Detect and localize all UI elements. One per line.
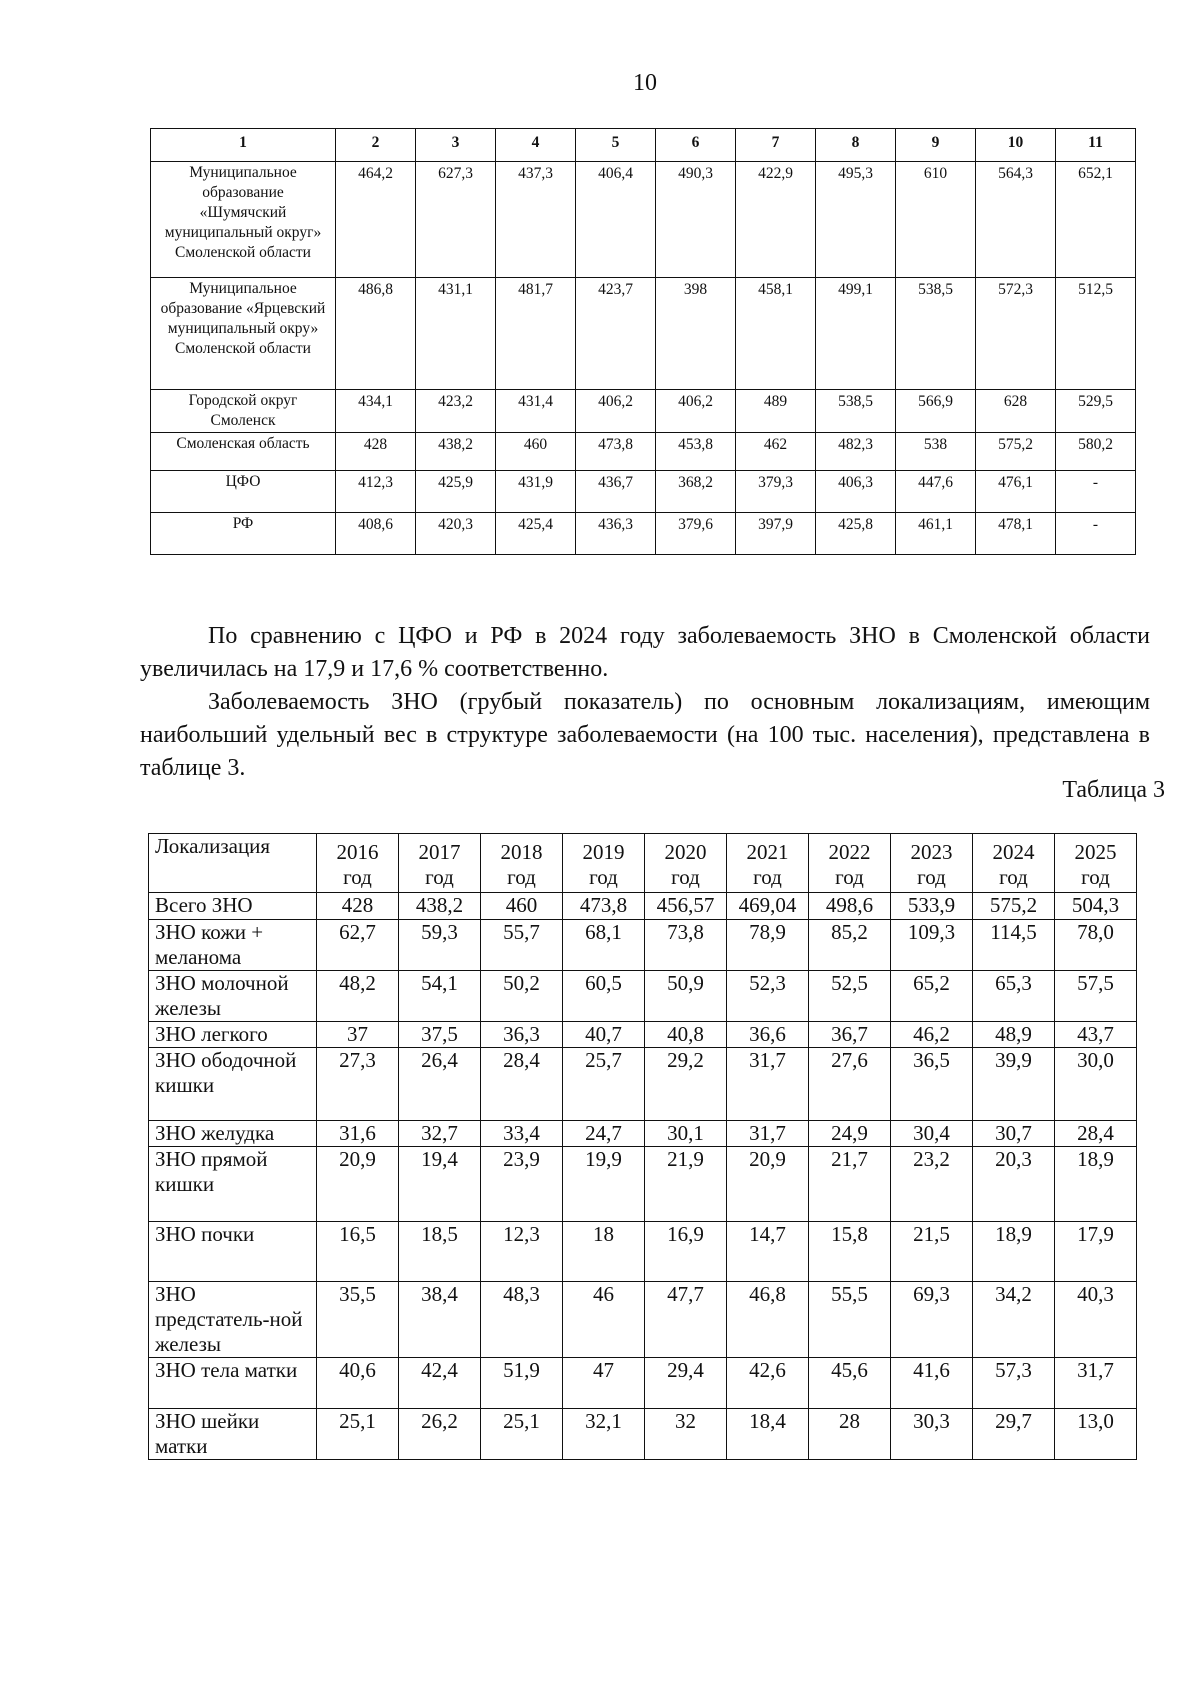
table-cell: 18,4	[727, 1409, 809, 1460]
table-cell: 478,1	[976, 513, 1056, 555]
paragraph-comparison: По сравнению с ЦФО и РФ в 2024 году заболеваемость ЗНО в Смоленской области увеличилась на 17,9 и 17,6 % соответственно.	[140, 623, 1150, 682]
table-cell: 30,4	[891, 1121, 973, 1147]
table-cell: 85,2	[809, 920, 891, 971]
table-cell: 461,1	[896, 513, 976, 555]
table-cell: 453,8	[656, 433, 736, 471]
table-cell: 425,9	[416, 471, 496, 513]
table-cell: 406,2	[576, 390, 656, 433]
column-number: 3	[416, 129, 496, 162]
table-cell: 447,6	[896, 471, 976, 513]
paragraph-table-intro: Заболеваемость ЗНО (грубый показатель) по основным локализациям, имеющим наибольший удельный вес в структуре заболеваемости (на 100 тыс. населения), представлена в таблице 3.	[140, 689, 1150, 781]
table-cell: 14,7	[727, 1222, 809, 1282]
header-localization: Локализация	[149, 834, 317, 893]
table-cell: 30,7	[973, 1121, 1055, 1147]
table-cell: 481,7	[496, 278, 576, 390]
table-row	[149, 1022, 1137, 1048]
table-cell: 368,2	[656, 471, 736, 513]
localization-name: ЗНО шейки матки	[149, 1409, 317, 1460]
table-cell: 20,3	[973, 1147, 1055, 1222]
table-cell: 36,5	[891, 1048, 973, 1121]
table-row	[149, 893, 1137, 920]
table-cell: 428	[336, 433, 416, 471]
table-cell: 46,2	[891, 1022, 973, 1048]
table-row	[149, 971, 1137, 1022]
table-cell: 20,9	[317, 1147, 399, 1222]
table-cell: 420,3	[416, 513, 496, 555]
table-cell: 30,3	[891, 1409, 973, 1460]
table-row	[151, 513, 1136, 555]
region-name: Муниципальное образование «Ярцевский муниципальный окру» Смоленской области	[151, 278, 336, 390]
table-cell: 18,9	[973, 1222, 1055, 1282]
header-year	[317, 834, 399, 893]
table-cell: 36,3	[481, 1022, 563, 1048]
year-suffix: год	[753, 865, 782, 889]
year-label: 2025	[1074, 840, 1117, 864]
table-cell: 21,7	[809, 1147, 891, 1222]
year-label: 2021	[746, 840, 789, 864]
table-row	[149, 1282, 1137, 1358]
table-row	[151, 433, 1136, 471]
table-cell: 48,9	[973, 1022, 1055, 1048]
table-cell: 29,4	[645, 1358, 727, 1409]
table-cell: 652,1	[1056, 162, 1136, 278]
table-cell: 26,2	[399, 1409, 481, 1460]
column-number: 9	[896, 129, 976, 162]
table-cell: 25,1	[481, 1409, 563, 1460]
table-row	[149, 1048, 1137, 1121]
year-label: 2023	[910, 840, 953, 864]
table-cell: 498,6	[809, 893, 891, 920]
table-cell: 436,3	[576, 513, 656, 555]
table-cell: 31,7	[727, 1048, 809, 1121]
table-cell: 431,1	[416, 278, 496, 390]
table-cell: 17,9	[1055, 1222, 1137, 1282]
table-cell: 42,4	[399, 1358, 481, 1409]
table-cell: 50,9	[645, 971, 727, 1022]
table-cell: 23,2	[891, 1147, 973, 1222]
table-cell: 54,1	[399, 971, 481, 1022]
table-cell: 65,3	[973, 971, 1055, 1022]
year-label: 2020	[664, 840, 707, 864]
table-cell: 38,4	[399, 1282, 481, 1358]
localization-name: ЗНО предстатель-ной железы	[149, 1282, 317, 1358]
table-cell: 18,9	[1055, 1147, 1137, 1222]
table-cell: 610	[896, 162, 976, 278]
table-cell: 28,4	[481, 1048, 563, 1121]
table-cell: 12,3	[481, 1222, 563, 1282]
table-cell: 60,5	[563, 971, 645, 1022]
table-header-row	[151, 129, 1136, 162]
table-cell: 529,5	[1056, 390, 1136, 433]
table-cell: 533,9	[891, 893, 973, 920]
table-cell: 29,7	[973, 1409, 1055, 1460]
table-row	[151, 390, 1136, 433]
table-cell: 458,1	[736, 278, 816, 390]
table-cell: 69,3	[891, 1282, 973, 1358]
table-row	[151, 278, 1136, 390]
table-cell: 30,0	[1055, 1048, 1137, 1121]
year-suffix: год	[835, 865, 864, 889]
table-cell: 486,8	[336, 278, 416, 390]
table-cell: 40,3	[1055, 1282, 1137, 1358]
table-cell: 48,3	[481, 1282, 563, 1358]
localization-name: ЗНО прямой кишки	[149, 1147, 317, 1222]
table-cell: 460	[496, 433, 576, 471]
table-cell: 425,4	[496, 513, 576, 555]
table-cell: 422,9	[736, 162, 816, 278]
table-cell: 30,1	[645, 1121, 727, 1147]
year-suffix: год	[343, 865, 372, 889]
table-cell: 25,7	[563, 1048, 645, 1121]
table-cell: 52,3	[727, 971, 809, 1022]
header-year	[727, 834, 809, 893]
table-cell: 55,7	[481, 920, 563, 971]
table-cell: 46,8	[727, 1282, 809, 1358]
table-row	[149, 1222, 1137, 1282]
table-cell: 31,7	[1055, 1358, 1137, 1409]
year-suffix: год	[507, 865, 536, 889]
table-cell: 40,6	[317, 1358, 399, 1409]
table-cell: 464,2	[336, 162, 416, 278]
table-cell: 40,7	[563, 1022, 645, 1048]
table-cell: 109,3	[891, 920, 973, 971]
table-cell: 26,4	[399, 1048, 481, 1121]
table-cell: 40,8	[645, 1022, 727, 1048]
table-cell: 24,9	[809, 1121, 891, 1147]
header-year	[973, 834, 1055, 893]
page-number: 10	[633, 70, 657, 96]
column-number: 4	[496, 129, 576, 162]
table-cell: 52,5	[809, 971, 891, 1022]
table-cell: 20,9	[727, 1147, 809, 1222]
table-cell: 33,4	[481, 1121, 563, 1147]
table-cell: 21,9	[645, 1147, 727, 1222]
header-year	[891, 834, 973, 893]
region-name: ЦФО	[151, 471, 336, 513]
table-cell: 489	[736, 390, 816, 433]
table-cell: 512,5	[1056, 278, 1136, 390]
localization-name: Всего ЗНО	[149, 893, 317, 920]
table-cell: 47,7	[645, 1282, 727, 1358]
table-cell: 78,9	[727, 920, 809, 971]
table-cell: 469,04	[727, 893, 809, 920]
table-cell: 36,6	[727, 1022, 809, 1048]
header-year	[645, 834, 727, 893]
table-cell: 57,5	[1055, 971, 1137, 1022]
localization-name: ЗНО легкого	[149, 1022, 317, 1048]
table-cell: 73,8	[645, 920, 727, 971]
table-cell: 423,7	[576, 278, 656, 390]
column-number: 11	[1056, 129, 1136, 162]
table-cell: 19,4	[399, 1147, 481, 1222]
year-suffix: год	[671, 865, 700, 889]
table-cell: 398	[656, 278, 736, 390]
table-cell: 538,5	[896, 278, 976, 390]
table-cell: 436,7	[576, 471, 656, 513]
table-cell: 57,3	[973, 1358, 1055, 1409]
column-number: 10	[976, 129, 1056, 162]
table-cell: 425,8	[816, 513, 896, 555]
table-cell: 32	[645, 1409, 727, 1460]
column-number: 6	[656, 129, 736, 162]
table-cell: 538	[896, 433, 976, 471]
table-cell: 28	[809, 1409, 891, 1460]
table-cell: 42,6	[727, 1358, 809, 1409]
table-cell: 397,9	[736, 513, 816, 555]
table-row	[151, 162, 1136, 278]
table-cell: 34,2	[973, 1282, 1055, 1358]
year-suffix: год	[1081, 865, 1110, 889]
table-row	[149, 1358, 1137, 1409]
table-cell: -	[1056, 471, 1136, 513]
localization-name: ЗНО желудка	[149, 1121, 317, 1147]
table-cell: 51,9	[481, 1358, 563, 1409]
table-cell: 431,9	[496, 471, 576, 513]
table-cell: 504,3	[1055, 893, 1137, 920]
table-cell: 473,8	[563, 893, 645, 920]
table-cell: 41,6	[891, 1358, 973, 1409]
year-label: 2018	[500, 840, 543, 864]
table-cell: -	[1056, 513, 1136, 555]
table-cell: 575,2	[976, 433, 1056, 471]
header-year	[563, 834, 645, 893]
column-number: 5	[576, 129, 656, 162]
table-cell: 48,2	[317, 971, 399, 1022]
table-row	[151, 471, 1136, 513]
table-cell: 379,3	[736, 471, 816, 513]
localization-name: ЗНО кожи + меланома	[149, 920, 317, 971]
table-cell: 47	[563, 1358, 645, 1409]
table-cell: 564,3	[976, 162, 1056, 278]
localization-name: ЗНО тела матки	[149, 1358, 317, 1409]
table-cell: 473,8	[576, 433, 656, 471]
table-cell: 50,2	[481, 971, 563, 1022]
table-cell: 21,5	[891, 1222, 973, 1282]
table-cell: 23,9	[481, 1147, 563, 1222]
table-header-row	[149, 834, 1137, 893]
table-cell: 428	[317, 893, 399, 920]
table-cell: 27,3	[317, 1048, 399, 1121]
table-cell: 24,7	[563, 1121, 645, 1147]
table-cell: 32,7	[399, 1121, 481, 1147]
year-label: 2022	[828, 840, 871, 864]
table-cell: 16,9	[645, 1222, 727, 1282]
table-cell: 538,5	[816, 390, 896, 433]
table-cell: 27,6	[809, 1048, 891, 1121]
table-cell: 19,9	[563, 1147, 645, 1222]
table-cell: 35,5	[317, 1282, 399, 1358]
incidence-table-continuation	[150, 128, 1136, 555]
table-cell: 476,1	[976, 471, 1056, 513]
table-cell: 406,3	[816, 471, 896, 513]
table-cell: 114,5	[973, 920, 1055, 971]
table-cell: 31,7	[727, 1121, 809, 1147]
incidence-by-localization-table	[148, 833, 1137, 1460]
header-year	[399, 834, 481, 893]
table-cell: 406,2	[656, 390, 736, 433]
table-cell: 434,1	[336, 390, 416, 433]
header-year	[1055, 834, 1137, 893]
header-year	[809, 834, 891, 893]
year-suffix: год	[589, 865, 618, 889]
table-cell: 431,4	[496, 390, 576, 433]
table-cell: 627,3	[416, 162, 496, 278]
year-label: 2019	[582, 840, 625, 864]
table-cell: 462	[736, 433, 816, 471]
column-number: 2	[336, 129, 416, 162]
table-cell: 438,2	[416, 433, 496, 471]
table-cell: 490,3	[656, 162, 736, 278]
column-number: 1	[151, 129, 336, 162]
table-cell: 495,3	[816, 162, 896, 278]
table-cell: 575,2	[973, 893, 1055, 920]
table-cell: 412,3	[336, 471, 416, 513]
table-cell: 25,1	[317, 1409, 399, 1460]
table-cell: 78,0	[1055, 920, 1137, 971]
table-cell: 16,5	[317, 1222, 399, 1282]
table-cell: 628	[976, 390, 1056, 433]
localization-name: ЗНО ободочной кишки	[149, 1048, 317, 1121]
table-cell: 13,0	[1055, 1409, 1137, 1460]
region-name: Городской округ Смоленск	[151, 390, 336, 433]
year-label: 2017	[418, 840, 461, 864]
table-cell: 46	[563, 1282, 645, 1358]
region-name: РФ	[151, 513, 336, 555]
table-cell: 379,6	[656, 513, 736, 555]
year-suffix: год	[999, 865, 1028, 889]
localization-name: ЗНО почки	[149, 1222, 317, 1282]
table-cell: 32,1	[563, 1409, 645, 1460]
table-cell: 18,5	[399, 1222, 481, 1282]
table-cell: 45,6	[809, 1358, 891, 1409]
table-cell: 65,2	[891, 971, 973, 1022]
table-cell: 482,3	[816, 433, 896, 471]
column-number: 7	[736, 129, 816, 162]
table-cell: 37,5	[399, 1022, 481, 1048]
table-cell: 68,1	[563, 920, 645, 971]
year-suffix: год	[917, 865, 946, 889]
year-suffix: год	[425, 865, 454, 889]
table-caption: Таблица 3	[1062, 777, 1165, 803]
table-row	[149, 920, 1137, 971]
table-cell: 580,2	[1056, 433, 1136, 471]
table-cell: 31,6	[317, 1121, 399, 1147]
table-cell: 37	[317, 1022, 399, 1048]
table-cell: 15,8	[809, 1222, 891, 1282]
table-cell: 572,3	[976, 278, 1056, 390]
table-cell: 423,2	[416, 390, 496, 433]
table-cell: 408,6	[336, 513, 416, 555]
table-cell: 59,3	[399, 920, 481, 971]
table-cell: 39,9	[973, 1048, 1055, 1121]
table-cell: 499,1	[816, 278, 896, 390]
table-cell: 18	[563, 1222, 645, 1282]
year-label: 2024	[992, 840, 1035, 864]
table-cell: 36,7	[809, 1022, 891, 1048]
table-cell: 460	[481, 893, 563, 920]
table-cell: 456,57	[645, 893, 727, 920]
table-cell: 29,2	[645, 1048, 727, 1121]
table-row	[149, 1147, 1137, 1222]
column-number: 8	[816, 129, 896, 162]
table-cell: 62,7	[317, 920, 399, 971]
table-row	[149, 1409, 1137, 1460]
region-name: Муниципальное образование «Шумячский муниципальный округ» Смоленской области	[151, 162, 336, 278]
table-cell: 438,2	[399, 893, 481, 920]
table-cell: 566,9	[896, 390, 976, 433]
table-cell: 406,4	[576, 162, 656, 278]
localization-name: ЗНО молочной железы	[149, 971, 317, 1022]
table-cell: 55,5	[809, 1282, 891, 1358]
table-cell: 28,4	[1055, 1121, 1137, 1147]
header-year	[481, 834, 563, 893]
year-label: 2016	[336, 840, 379, 864]
table-row	[149, 1121, 1137, 1147]
table-cell: 43,7	[1055, 1022, 1137, 1048]
table-cell: 437,3	[496, 162, 576, 278]
region-name: Смоленская область	[151, 433, 336, 471]
